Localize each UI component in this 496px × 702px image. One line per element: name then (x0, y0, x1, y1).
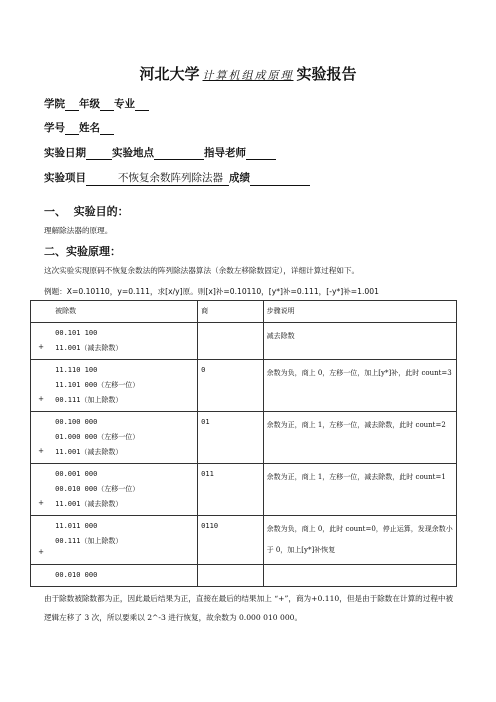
table-header: 步骤说明 (263, 301, 456, 323)
dividend-line: 11.001（减去除数） (55, 448, 123, 456)
table-header: 被除数 (51, 301, 198, 323)
date-field[interactable] (86, 148, 112, 160)
table-header-row (31, 301, 457, 323)
college-label: 学院 (44, 98, 65, 110)
sign-cell: + (31, 412, 52, 464)
section-heading-principle (44, 243, 121, 259)
teacher-field[interactable] (246, 148, 276, 160)
dividend-cell (51, 464, 198, 516)
date-label: 实验日期 (44, 147, 86, 159)
college-field[interactable] (65, 99, 79, 111)
info-row-college (44, 96, 149, 111)
university-name: 河北大学 (139, 65, 200, 83)
name-field[interactable] (100, 123, 114, 135)
name-label: 姓名 (79, 122, 100, 134)
dividend-cell (51, 360, 198, 412)
section-heading-purpose (44, 203, 129, 219)
dividend-line: 11.011 000 (55, 522, 98, 530)
student-id-label: 学号 (44, 122, 65, 134)
course-name: 计算机组成原理 (202, 69, 294, 82)
step-cell: 余数为负，商上 0，此时 count=0，停止运算，发现余数小于 0，加上[y*]补恢复 (263, 516, 456, 565)
major-field[interactable] (135, 99, 149, 111)
location-label: 实验地点 (112, 147, 154, 159)
example-text: 例题：X=0.10110，y=0.111，求[x/y]原。则[x]补=0.10110，[y*]补=0.111，[-y*]补=1.001 (44, 287, 379, 296)
section-number: 一、 (44, 205, 66, 218)
quotient-cell (198, 565, 263, 587)
step-cell: 余数为正，商上 1，左移一位，减去除数，此时 count=1 (263, 464, 456, 516)
quotient-cell: 01 (198, 412, 263, 464)
dividend-line: 11.101 000（左移一位） (55, 381, 140, 389)
quotient-cell: 0110 (198, 516, 263, 565)
table-row (31, 565, 457, 587)
step-cell: 余数为正，商上 1，左移一位，减去除数，此时 count=2 (263, 412, 456, 464)
sign-cell: + (31, 516, 52, 565)
sign-cell: + (31, 464, 52, 516)
dividend-line: 11.001（减去除数） (55, 500, 123, 508)
table-header: 商 (198, 301, 263, 323)
sign-cell (31, 565, 52, 587)
report-label: 实验报告 (296, 65, 357, 83)
table-row (31, 464, 457, 516)
info-row-project (44, 170, 310, 186)
location-field[interactable] (154, 148, 204, 160)
dividend-line: 00.100 000 (55, 418, 98, 426)
project-label: 实验项目 (44, 172, 86, 184)
dividend-line: 00.010 000（左移一位） (55, 485, 140, 493)
section-number: 二、 (44, 245, 66, 258)
section-title: 实验目的： (73, 205, 129, 218)
purpose-text: 理解除法器的原理。 (44, 226, 113, 235)
dividend-line: 00.010 000 (55, 571, 98, 579)
dividend-line: 00.101 100 (55, 329, 98, 337)
dividend-cell (51, 516, 198, 565)
dividend-line: 01.000 000（左移一位） (55, 433, 140, 441)
division-steps-table (30, 300, 457, 587)
dividend-cell (51, 323, 198, 360)
report-title (0, 63, 496, 84)
step-cell: 余数为负，商上 0，左移一位，加上[y*]补，此时 count=3 (263, 360, 456, 412)
quotient-cell: 011 (198, 464, 263, 516)
table-row (31, 412, 457, 464)
grade-field[interactable] (100, 99, 114, 111)
info-row-date (44, 145, 276, 160)
dividend-line: 11.110 100 (55, 366, 98, 374)
conclusion-text: 由于除数被除数都为正，因此最后结果为正，直接在最后的结果加上 “+”，商为+0.110，但是由于除数在计算的过程中被逻辑左移了 3 次，所以要乘以 2^-3 进行恢复，故余数为 0.000 010 000。 (44, 594, 454, 622)
teacher-label: 指导老师 (204, 147, 246, 159)
dividend-cell (51, 565, 198, 587)
student-id-field[interactable] (65, 123, 79, 135)
quotient-cell: 0 (198, 360, 263, 412)
table-row (31, 516, 457, 565)
dividend-line: 11.001（减去除数） (55, 344, 123, 352)
dividend-cell (51, 412, 198, 464)
score-field[interactable] (250, 174, 310, 186)
principle-text: 这次实验实现原码不恢复余数法的阵列除法器算法（余数左移除数固定），详细计算过程如下。 (44, 266, 360, 275)
dividend-line: 00.001 000 (55, 470, 98, 478)
project-value: 不恢复余数阵列除法器 (86, 170, 229, 186)
info-row-student (44, 120, 114, 135)
sign-cell: + (31, 323, 52, 360)
section-title: 实验原理： (66, 245, 121, 258)
major-label: 专业 (114, 98, 135, 110)
step-cell (263, 565, 456, 587)
table-header-sign (31, 301, 52, 323)
dividend-line: 00.111（加上除数） (55, 537, 123, 545)
sign-cell: + (31, 360, 52, 412)
table-row (31, 360, 457, 412)
table-row (31, 323, 457, 360)
step-cell: 减去除数 (263, 323, 456, 360)
score-label: 成绩 (229, 172, 250, 184)
dividend-line: 00.111（加上除数） (55, 396, 123, 404)
grade-label: 年级 (79, 98, 100, 110)
quotient-cell (198, 323, 263, 360)
